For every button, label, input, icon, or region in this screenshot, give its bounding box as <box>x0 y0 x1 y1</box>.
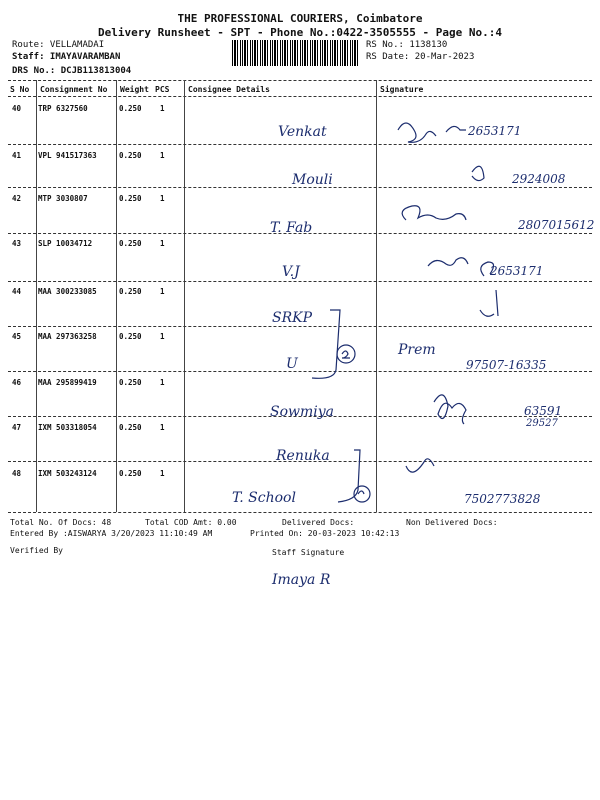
handwritten-name: Venkat <box>278 124 327 140</box>
delivered-docs: Delivered Docs: <box>282 518 355 527</box>
row-consignment: VPL 941517363 <box>38 151 97 160</box>
col-consignment: Consignment No <box>40 85 108 94</box>
row-sno: 43 <box>12 239 22 248</box>
row-sno: 44 <box>12 287 22 296</box>
row-sno: 48 <box>12 469 22 478</box>
barcode-image <box>232 40 360 66</box>
row-consignment: SLP 10034712 <box>38 239 93 248</box>
handwritten-name: Sowmiya <box>270 404 335 420</box>
row-sno: 46 <box>12 378 22 387</box>
staff-label: Staff: IMAYAVARAMBAN <box>12 52 121 62</box>
handwritten-name: T. School <box>232 490 296 506</box>
row-pcs: 1 <box>160 423 165 432</box>
row-sno: 41 <box>12 151 22 160</box>
handwritten-name: Renuka <box>276 448 330 464</box>
printed-on: Printed On: 20-03-2023 10:42:13 <box>250 529 400 538</box>
col-weight: Weight <box>120 85 149 94</box>
row-consignment: MTP 3030807 <box>38 194 88 203</box>
handwritten-signature: 2924008 <box>512 172 566 186</box>
row-consignment: MAA 300233085 <box>38 287 97 296</box>
handwritten-name: V.J <box>282 264 300 280</box>
total-docs: Total No. Of Docs: 48 <box>10 518 112 527</box>
handwritten-name: SRKP <box>272 310 313 326</box>
handwritten-signature: 63591 <box>524 404 563 418</box>
total-cod: Total COD Amt: 0.00 <box>145 518 237 527</box>
signature-bracket-scribbles <box>300 290 380 512</box>
drs-label: DRS No.: DCJB113813004 <box>12 66 132 76</box>
row-weight: 0.250 <box>119 378 142 387</box>
company-title: THE PROFESSIONAL COURIERS, Coimbatore <box>177 12 423 25</box>
col-signature: Signature <box>380 85 424 94</box>
rs-date: RS Date: 20-Mar-2023 <box>366 52 475 62</box>
row-consignment: MAA 297363258 <box>38 332 97 341</box>
row-weight: 0.250 <box>119 423 142 432</box>
row-pcs: 1 <box>160 469 165 478</box>
header-bottom-rule <box>8 96 592 97</box>
row-pcs: 1 <box>160 151 165 160</box>
handwritten-signature: 97507-16335 <box>466 358 547 372</box>
handwritten-name: T. Fab <box>270 220 313 236</box>
non-delivered-docs: Non Delivered Docs: <box>406 518 498 527</box>
row-consignment: MAA 295899419 <box>38 378 97 387</box>
col-pcs: PCS <box>155 85 170 94</box>
verified-by: Verified By <box>10 546 63 555</box>
col-sno: S No <box>10 85 30 94</box>
row-weight: 0.250 <box>119 239 142 248</box>
row-weight: 0.250 <box>119 194 142 203</box>
staff-signature-label: Staff Signature <box>272 548 345 557</box>
row-sno: 47 <box>12 423 22 432</box>
row-sno: 42 <box>12 194 22 203</box>
row-sno: 40 <box>12 104 22 113</box>
row-pcs: 1 <box>160 332 165 341</box>
row-pcs: 1 <box>160 378 165 387</box>
handwritten-signature: 2807015612 <box>518 218 595 232</box>
header-top-rule <box>8 80 592 81</box>
row-pcs: 1 <box>160 239 165 248</box>
row-consignment: TRP 6327560 <box>38 104 88 113</box>
staff-signature: Imaya R <box>272 572 331 588</box>
handwritten-signature: 29527 <box>526 418 558 429</box>
row-weight: 0.250 <box>119 104 142 113</box>
row-weight: 0.250 <box>119 287 142 296</box>
row-rule <box>8 512 592 513</box>
row-weight: 0.250 <box>119 151 142 160</box>
row-sno: 45 <box>12 332 22 341</box>
handwritten-signature: 7502773828 <box>464 492 541 506</box>
col-consignee: Consignee Details <box>188 85 270 94</box>
handwritten-name: U <box>286 356 298 372</box>
route-label: Route: VELLAMADAI <box>12 40 105 50</box>
handwritten-name: Mouli <box>292 172 333 188</box>
row-weight: 0.250 <box>119 332 142 341</box>
row-consignment: IXM 503318054 <box>38 423 97 432</box>
row-pcs: 1 <box>160 287 165 296</box>
rs-number: RS No.: 1138130 <box>366 40 448 50</box>
row-pcs: 1 <box>160 104 165 113</box>
row-pcs: 1 <box>160 194 165 203</box>
entered-by: Entered By :AISWARYA 3/20/2023 11:10:49 AM <box>10 529 213 538</box>
handwritten-signature: Prem <box>398 342 436 358</box>
row-consignment: IXM 503243124 <box>38 469 97 478</box>
signature-scribbles <box>376 100 596 512</box>
runsheet-subtitle: Delivery Runsheet - SPT - Phone No.:0422-3505555 - Page No.:4 <box>98 26 502 39</box>
handwritten-signature: 2653171 <box>490 264 544 278</box>
row-weight: 0.250 <box>119 469 142 478</box>
handwritten-signature: 2653171 <box>468 124 522 138</box>
